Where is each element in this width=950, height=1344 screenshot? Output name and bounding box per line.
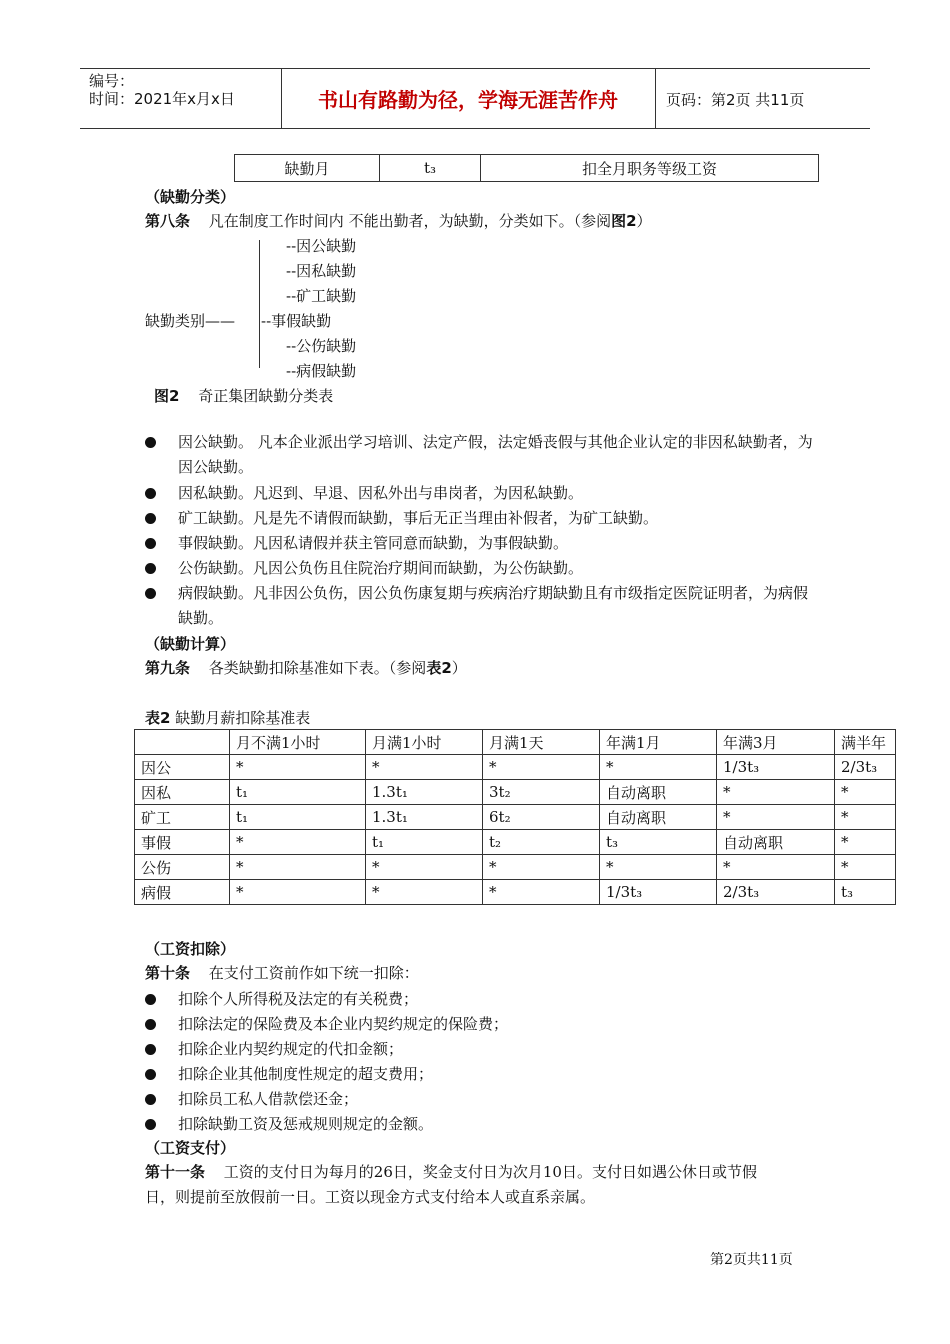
figure-label: 图2 [154, 387, 180, 405]
header-bottom-rule [80, 128, 870, 129]
tree-bracket [259, 240, 260, 368]
table-header-cell: 年满3月 [717, 730, 835, 755]
table-cell: 因公 [135, 755, 230, 780]
deduction-item: 扣除法定的保险费及本企业内契约规定的保险费； [178, 1015, 509, 1033]
tree-item: --因公缺勤 [286, 237, 357, 255]
article-label: 第八条 [145, 212, 191, 230]
bullet-icon [145, 437, 156, 448]
article-text: 凡在制度工作时间内 不能出勤者，为缺勤，分类如下。（参阅 [208, 212, 612, 230]
table-cell: 自动离职 [600, 805, 717, 830]
table-cell: * [717, 780, 835, 805]
bullet-icon [145, 1119, 156, 1130]
bullet-icon [145, 1094, 156, 1105]
table-cell: t₃ [380, 155, 481, 182]
definition-item: 矿工缺勤。凡是先不请假而缺勤，事后无正当理由补假者，为矿工缺勤。 [178, 509, 659, 527]
article-text: 各类缺勤扣除基准如下表。（参阅 [208, 659, 427, 677]
table-cell: * [483, 855, 600, 880]
article-close: ） [636, 212, 652, 230]
table-cell: 1/3t₃ [717, 755, 835, 780]
figure-caption [154, 385, 333, 406]
table-cell: 自动离职 [717, 830, 835, 855]
table-cell: 1/3t₃ [600, 880, 717, 905]
bullet-icon [145, 588, 156, 599]
table-cell: * [483, 880, 600, 905]
table-row [135, 830, 896, 855]
table-cell: 3t₂ [483, 780, 600, 805]
bullet-icon [145, 538, 156, 549]
table-cell: * [366, 880, 483, 905]
table-cell: t₁ [230, 805, 366, 830]
table-cell: 公伤 [135, 855, 230, 880]
table-cell: 因私 [135, 780, 230, 805]
definition-item: 因私缺勤。凡迟到、早退、因私外出与串岗者，为因私缺勤。 [178, 484, 584, 502]
table-cell: * [717, 805, 835, 830]
deduction-item: 扣除员工私人借款偿还金； [178, 1090, 359, 1108]
bullet-icon [145, 513, 156, 524]
article-label: 第十条 [145, 964, 191, 982]
tree-item: --事假缺勤 [261, 312, 332, 330]
table-header-cell: 月满1小时 [366, 730, 483, 755]
table-cell: * [366, 855, 483, 880]
table-row [135, 805, 896, 830]
section-heading-pay: （工资支付） [145, 1139, 236, 1157]
header-divider-right [655, 68, 656, 129]
article-11-line-1 [145, 1161, 757, 1182]
table-cell: t₁ [230, 780, 366, 805]
page-footer: 第2页共11页 [710, 1252, 793, 1268]
article-ref: 图2 [611, 212, 637, 230]
table-cell: * [230, 855, 366, 880]
article-text: 在支付工资前作如下统一扣除： [208, 964, 419, 982]
table-cell: 2/3t₃ [717, 880, 835, 905]
table-cell: * [835, 780, 896, 805]
table-cell: * [230, 880, 366, 905]
tree-item: --公伤缺勤 [286, 337, 357, 355]
table-cell: * [366, 755, 483, 780]
table-caption-text: 缺勤月薪扣除基准表 [175, 709, 311, 727]
bullet-icon [145, 994, 156, 1005]
doc-time-label: 时间：2021年x月x日 [89, 90, 235, 108]
section-heading-classification: （缺勤分类） [145, 188, 236, 206]
table-cell: t₃ [600, 830, 717, 855]
tree-item: --因私缺勤 [286, 262, 357, 280]
article-text: 工资的支付日为每月的26日，奖金支付日为次月10日。支付日如遇公休日或节假 [223, 1163, 757, 1181]
table-cell: 1.3t₁ [366, 805, 483, 830]
table-cell: 1.3t₁ [366, 780, 483, 805]
article-close: ） [451, 659, 467, 677]
bullet-icon [145, 563, 156, 574]
bullet-icon [145, 1069, 156, 1080]
definition-item: 因公缺勤。 凡本企业派出学习培训、法定产假，法定婚丧假与其他企业认定的非因私缺勤者，为因公缺勤。 [178, 433, 813, 476]
figure-caption-text: 奇正集团缺勤分类表 [198, 387, 334, 405]
deduction-item: 扣除企业内契约规定的代扣金额； [178, 1040, 404, 1058]
article-11-line-2: 日，则提前至放假前一日。工资以现金方式支付给本人或直系亲属。 [145, 1188, 596, 1206]
section-heading-deduct: （工资扣除） [145, 940, 236, 958]
definition-item: 事假缺勤。凡因私请假并获主管同意而缺勤，为事假缺勤。 [178, 534, 569, 552]
table-cell: t₂ [483, 830, 600, 855]
table-row [135, 855, 896, 880]
table-header-cell: 年满1月 [600, 730, 717, 755]
table-cell: 2/3t₃ [835, 755, 896, 780]
article-label: 第十一条 [145, 1163, 206, 1181]
table-cell: 事假 [135, 830, 230, 855]
header-motto: 书山有路勤为径，学海无涯苦作舟 [318, 88, 618, 112]
article-10 [145, 962, 419, 983]
header-page-label: 页码：第2页 共11页 [666, 91, 805, 109]
table-cell: * [835, 805, 896, 830]
table-cell: 矿工 [135, 805, 230, 830]
table-cell: * [835, 855, 896, 880]
deduction-item: 扣除个人所得税及法定的有关税费； [178, 990, 419, 1008]
table-header-cell [135, 730, 230, 755]
table-header-cell: 月不满1小时 [230, 730, 366, 755]
table-cell: * [717, 855, 835, 880]
article-8 [145, 210, 652, 231]
table-cell: 自动离职 [600, 780, 717, 805]
tree-item: --病假缺勤 [286, 362, 357, 380]
table-caption [145, 707, 310, 728]
table-row [235, 155, 819, 182]
tree-item: --矿工缺勤 [286, 287, 357, 305]
deduction-item: 扣除企业其他制度性规定的超支费用； [178, 1065, 434, 1083]
table-cell: * [835, 830, 896, 855]
deduction-table [134, 729, 896, 905]
header-top-rule [80, 68, 870, 69]
table-header-cell: 月满1天 [483, 730, 600, 755]
bullet-icon [145, 1019, 156, 1030]
tree-root: 缺勤类别—— [145, 312, 236, 330]
table-cell: * [483, 755, 600, 780]
table-cell: t₁ [366, 830, 483, 855]
doc-number-label: 编号： [89, 72, 135, 90]
table-cell: * [230, 755, 366, 780]
bullet-icon [145, 488, 156, 499]
table-cell: * [600, 755, 717, 780]
article-label: 第九条 [145, 659, 191, 677]
bullet-icon [145, 1044, 156, 1055]
table-row [135, 755, 896, 780]
table-cell: * [600, 855, 717, 880]
table-label: 表2 [145, 709, 171, 727]
table-cell: 缺勤月 [235, 155, 380, 182]
table-row [135, 880, 896, 905]
table-cell: * [230, 830, 366, 855]
table-cell: 扣全月职务等级工资 [481, 155, 819, 182]
table-cell: t₃ [835, 880, 896, 905]
table-cell: 6t₂ [483, 805, 600, 830]
deduction-item: 扣除缺勤工资及惩戒规则规定的金额。 [178, 1115, 434, 1133]
definition-item: 病假缺勤。凡非因公负伤，因公负伤康复期与疾病治疗期缺勤且有市级指定医院证明者，为病假缺勤。 [178, 584, 809, 627]
section-heading-calc: （缺勤计算） [145, 635, 236, 653]
article-9 [145, 657, 467, 678]
absence-month-row-table [234, 154, 819, 182]
table-cell: 病假 [135, 880, 230, 905]
article-ref: 表2 [426, 659, 452, 677]
table-header-row [135, 730, 896, 755]
table-row [135, 780, 896, 805]
definition-item: 公伤缺勤。凡因公负伤且住院治疗期间而缺勤，为公伤缺勤。 [178, 559, 584, 577]
table-header-cell: 满半年 [835, 730, 896, 755]
